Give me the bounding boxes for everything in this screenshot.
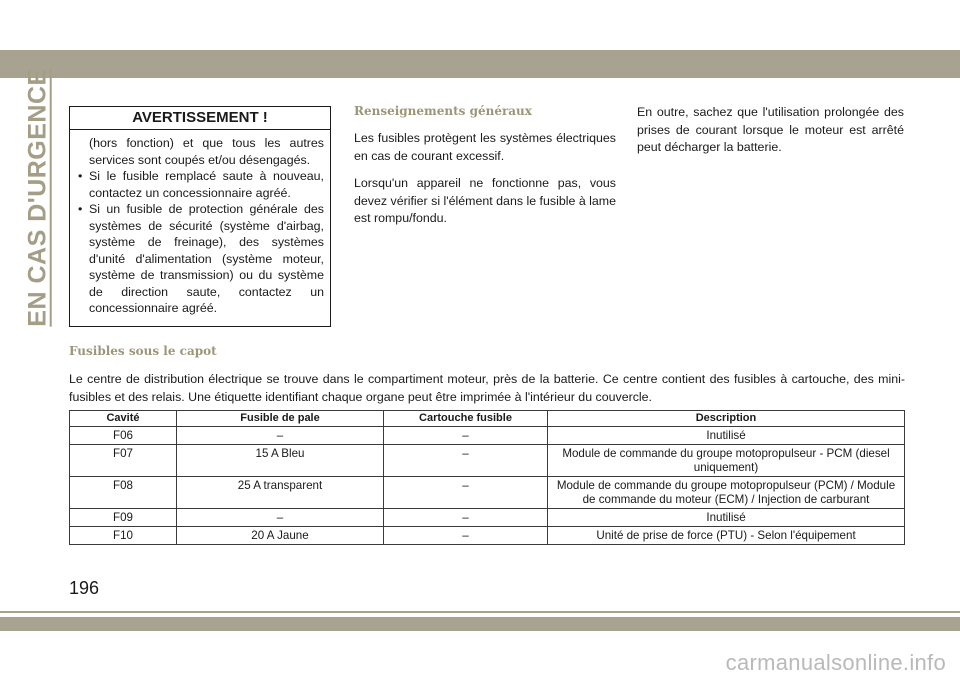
side-section-title [23,67,53,327]
cell-fusible: – [177,509,384,527]
cell-fusible: 20 A Jaune [177,527,384,545]
warning-body [70,130,330,317]
table-row [70,445,905,477]
cell-cartouche: – [384,445,548,477]
fuse-table-header-row [70,411,905,427]
underhood-fuses-heading: Fusibles sous le capot [69,344,217,358]
column-header-cavite: Cavité [70,411,177,427]
warning-intro: (hors fonction) et que tous les autres services sont coupés et/ou désengagés. [89,136,324,167]
cell-cartouche: – [384,477,548,509]
watermark[interactable]: carmanualsonline.info [725,650,946,675]
additional-info-paragraph: En outre, sachez que l'utilisation prolongée des prises de courant lorsque le moteur est arrêté peut décharger la batterie. [637,105,904,154]
cell-cartouche: – [384,509,548,527]
general-info-paragraph: Les fusibles protègent les systèmes électriques en cas de courant excessif. [354,131,616,163]
underhood-fuses-section [69,344,905,406]
top-decorative-band [0,50,960,78]
warning-bullet-text: Si le fusible remplacé saute à nouveau, contactez un concessionnaire agréé. [89,169,324,200]
warning-bullet-item [78,201,324,317]
cell-cavite: F09 [70,509,177,527]
general-info-heading: Renseignements généraux [354,104,532,118]
additional-info-column [637,104,904,157]
table-row [70,509,905,527]
page-number: 196 [69,578,100,598]
cell-cavite: F08 [70,477,177,509]
bottom-decorative-band [0,617,960,631]
warning-title: AVERTISSEMENT ! [70,107,330,130]
table-row [70,477,905,509]
column-header-cartouche: Cartouche fusible [384,411,548,427]
cell-description: Unité de prise de force (PTU) - Selon l'équipement [548,527,905,545]
cell-description: Inutilisé [548,427,905,445]
cell-description: Module de commande du groupe motopropulseur (PCM) / Module de commande du moteur (ECM) / Injection de carburant [548,477,905,509]
bullet-icon: • [78,202,83,216]
cell-description: Inutilisé [548,509,905,527]
table-row [70,427,905,445]
cell-fusible: – [177,427,384,445]
cell-cartouche: – [384,527,548,545]
warning-bullet-item [78,168,324,201]
cell-cavite: F07 [70,445,177,477]
cell-cavite: F06 [70,427,177,445]
cell-description: Module de commande du groupe motopropulseur - PCM (diesel uniquement) [548,445,905,477]
fuse-table [69,410,905,545]
warning-box [69,106,331,327]
table-row [70,527,905,545]
bottom-divider [0,611,960,613]
side-section-title-text: EN CAS D'URGENCE [23,67,52,327]
cell-cartouche: – [384,427,548,445]
bullet-icon: • [78,169,83,183]
general-info-column [354,104,616,228]
warning-bullet-list [78,168,324,317]
cell-fusible: 15 A Bleu [177,445,384,477]
cell-cavite: F10 [70,527,177,545]
column-header-fusible: Fusible de pale [177,411,384,427]
underhood-fuses-intro: Le centre de distribution électrique se trouve dans le compartiment moteur, près de la batterie. Ce centre contient des fusibles à cartouche, des mini-fusibles et des relais. Une étiquette identifiant chaque organe peut être imprimée à l'intérieur du couvercle. [69,372,905,404]
warning-bullet-text: Si un fusible de protection générale des systèmes de sécurité (système d'airbag, système de freinage), des systèmes d'unité d'alimentation (système moteur, système de transmission) ou du système de direction saute, contactez un concessionnaire agréé. [89,202,324,315]
cell-fusible: 25 A transparent [177,477,384,509]
general-info-paragraph: Lorsqu'un appareil ne fonctionne pas, vous devez vérifier si l'élément dans le fusible à lame est rompu/fondu. [354,176,617,225]
column-header-description: Description [548,411,905,427]
